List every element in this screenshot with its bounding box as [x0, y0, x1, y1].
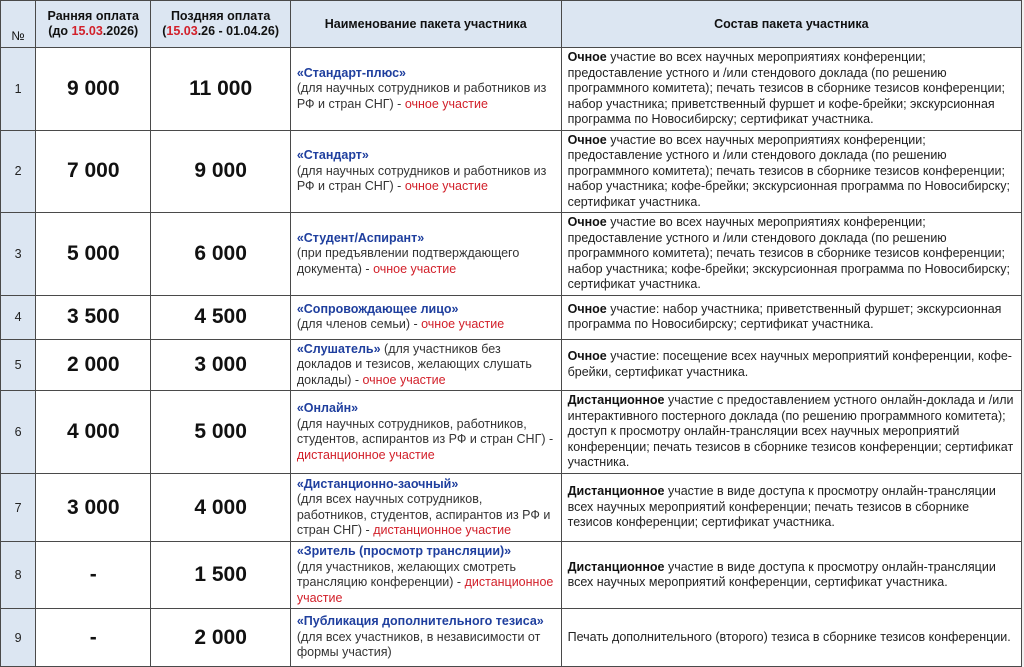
- package-composition-cell: [561, 295, 1021, 339]
- late-start-date: 15.03: [166, 24, 198, 38]
- package-title: «Онлайн»: [296, 401, 359, 415]
- composition-text: участие в виде доступа к просмотру онлайн-трансляции всех научных мероприятий конференции; печать тезисов в сборнике тезисов конференции; сертификат участника.: [567, 484, 996, 530]
- row-number: 3: [1, 213, 36, 296]
- package-description: (для участников, желающих смотреть трансляцию конференции) -: [296, 559, 517, 589]
- package-description: (для всех научных сотрудников, работников, студентов, аспирантов из РФ и стран СНГ) -: [296, 492, 551, 537]
- header-package-name: Наименование пакета участника: [290, 1, 561, 48]
- early-price: -: [36, 609, 151, 667]
- early-price: 5 000: [36, 213, 151, 296]
- package-name-cell: [290, 339, 561, 391]
- package-name-cell: [290, 48, 561, 131]
- row-number: 8: [1, 542, 36, 609]
- package-composition-cell: [561, 130, 1021, 213]
- composition-mode: Очное: [567, 132, 607, 147]
- table-row: [1, 609, 1022, 667]
- row-number: 6: [1, 391, 36, 474]
- package-title: «Стандарт»: [296, 148, 369, 162]
- package-composition-cell: [561, 391, 1021, 474]
- early-price: -: [36, 542, 151, 609]
- package-name-cell: [290, 130, 561, 213]
- package-composition-cell: [561, 339, 1021, 391]
- composition-mode: Дистанционное: [567, 559, 665, 574]
- composition-mode: Очное: [567, 50, 607, 64]
- composition-text: участие во всех научных мероприятиях конференции; предоставление устного и /или стендового доклада (по решению программного комитета); печать тезисов в сборнике тезисов конференции; набор участника; кофе-брейки; экскурсионная программа по Новосибирску; сертификат участника.: [567, 132, 1010, 209]
- row-number: 9: [1, 609, 36, 667]
- package-name-cell: [290, 213, 561, 296]
- early-price: 3 500: [36, 295, 151, 339]
- composition-text: участие с предоставлением устного онлайн-доклада и /или интерактивного постерного доклада (по решению программного комитета); доступ к просмотру онлайн-трансляции всех научных мероприятий конференции; печать тезисов в сборнике тезисов конференции; сертификат участника.: [567, 393, 1014, 470]
- package-name-cell: [290, 391, 561, 474]
- early-price: 9 000: [36, 48, 151, 131]
- package-name-cell: [290, 542, 561, 609]
- row-number: 1: [1, 48, 36, 131]
- header-row: [1, 1, 1022, 48]
- composition-mode: Дистанционное: [567, 393, 665, 408]
- package-description: (для участников без докладов и тезисов, желающих слушать доклады) -: [296, 341, 532, 387]
- row-number: 7: [1, 474, 36, 542]
- early-deadline-date: 15.03: [71, 24, 103, 38]
- package-title: «Публикация дополнительного тезиса»: [296, 614, 544, 629]
- late-price: 11 000: [151, 48, 290, 131]
- package-description: (при предъявлении подтверждающего документа) -: [296, 246, 520, 276]
- participation-mode: дистанционное участие: [296, 575, 554, 605]
- package-description: (для научных сотрудников и работников из РФ и стран СНГ) -: [296, 81, 547, 111]
- participation-mode: очное участие: [362, 372, 446, 387]
- table-row: [1, 130, 1022, 213]
- table-row: [1, 474, 1022, 542]
- package-description: (для членов семьи) -: [296, 317, 422, 331]
- composition-text: участие во всех научных мероприятиях конференции; предоставление устного и /или стендового доклада (по решению программного комитета); печать тезисов в сборнике тезисов конференции; набор участника; приветственный фуршет и кофе-брейки; экскурсионная программа по Новосибирску; сертификат участника.: [567, 50, 1005, 126]
- table-row: [1, 339, 1022, 391]
- package-description: (для научных сотрудников, работников, студентов, аспирантов из РФ и стран СНГ) -: [296, 416, 554, 446]
- package-title: «Стандарт-плюс»: [296, 65, 406, 80]
- header-package-composition: Состав пакета участника: [561, 1, 1021, 48]
- package-title: «Студент/Аспирант»: [296, 230, 425, 245]
- package-composition-cell: [561, 474, 1021, 542]
- participation-mode: дистанционное участие: [296, 447, 435, 462]
- package-name-cell: [290, 609, 561, 667]
- composition-text: участие: посещение всех научных мероприятий конференции, кофе-брейки, сертификат участника.: [567, 349, 1012, 379]
- table-row: [1, 48, 1022, 131]
- package-name-cell: [290, 474, 561, 542]
- composition-mode: Дистанционное: [567, 484, 665, 499]
- late-price: 3 000: [151, 339, 290, 391]
- composition-text: Печать дополнительного (второго) тезиса в сборнике тезисов конференции.: [567, 629, 1011, 644]
- late-price: 5 000: [151, 391, 290, 474]
- participation-mode: очное участие: [373, 261, 457, 276]
- composition-mode: Очное: [567, 301, 607, 316]
- header-number: №: [1, 1, 36, 48]
- late-price: 9 000: [151, 130, 290, 213]
- table-row: [1, 213, 1022, 296]
- package-title: «Дистанционно-заочный»: [296, 476, 459, 491]
- composition-mode: Очное: [567, 349, 607, 364]
- late-price: 4 500: [151, 295, 290, 339]
- row-number: 4: [1, 295, 36, 339]
- package-title: «Слушатель»: [296, 341, 381, 356]
- package-title: «Сопровождающее лицо»: [296, 301, 459, 316]
- composition-text: участие: набор участника; приветственный фуршет; экскурсионная программа по Новосибирску; сертификат участника.: [567, 301, 1002, 331]
- package-title: «Зритель (просмотр трансляции)»: [296, 544, 512, 558]
- participation-mode: очное участие: [421, 317, 505, 331]
- early-price: 3 000: [36, 474, 151, 542]
- late-price: 4 000: [151, 474, 290, 542]
- participation-mode: очное участие: [404, 96, 488, 111]
- package-composition-cell: [561, 48, 1021, 131]
- table-row: [1, 295, 1022, 339]
- composition-text: участие в виде доступа к просмотру онлайн-трансляции всех научных мероприятий конференции, сертификат участника.: [567, 559, 996, 589]
- late-price: 2 000: [151, 609, 290, 667]
- composition-mode: Очное: [567, 215, 607, 229]
- composition-text: участие во всех научных мероприятиях конференции; предоставление устного и /или стендового доклада (по решению программного комитета); печать тезисов в сборнике тезисов конференции; набор участника; кофе-брейки; экскурсионная программа по Новосибирску; сертификат участника.: [567, 215, 1010, 291]
- participation-mode: очное участие: [404, 179, 488, 193]
- early-price: 2 000: [36, 339, 151, 391]
- header-late-payment: Поздняя оплата (15.03.26 - 01.04.26): [151, 1, 290, 48]
- participation-mode: дистанционное участие: [373, 523, 512, 537]
- early-price: 4 000: [36, 391, 151, 474]
- late-price: 1 500: [151, 542, 290, 609]
- late-price: 6 000: [151, 213, 290, 296]
- package-name-cell: [290, 295, 561, 339]
- package-description: (для всех участников, в независимости от формы участия): [296, 629, 541, 660]
- table-row: [1, 391, 1022, 474]
- package-composition-cell: [561, 609, 1021, 667]
- package-description: (для научных сотрудников и работников из РФ и стран СНГ) -: [296, 163, 547, 193]
- header-early-payment: Ранняя оплата (до 15.03.2026): [36, 1, 151, 48]
- early-price: 7 000: [36, 130, 151, 213]
- row-number: 2: [1, 130, 36, 213]
- package-composition-cell: [561, 542, 1021, 609]
- package-composition-cell: [561, 213, 1021, 296]
- row-number: 5: [1, 339, 36, 391]
- table-row: [1, 542, 1022, 609]
